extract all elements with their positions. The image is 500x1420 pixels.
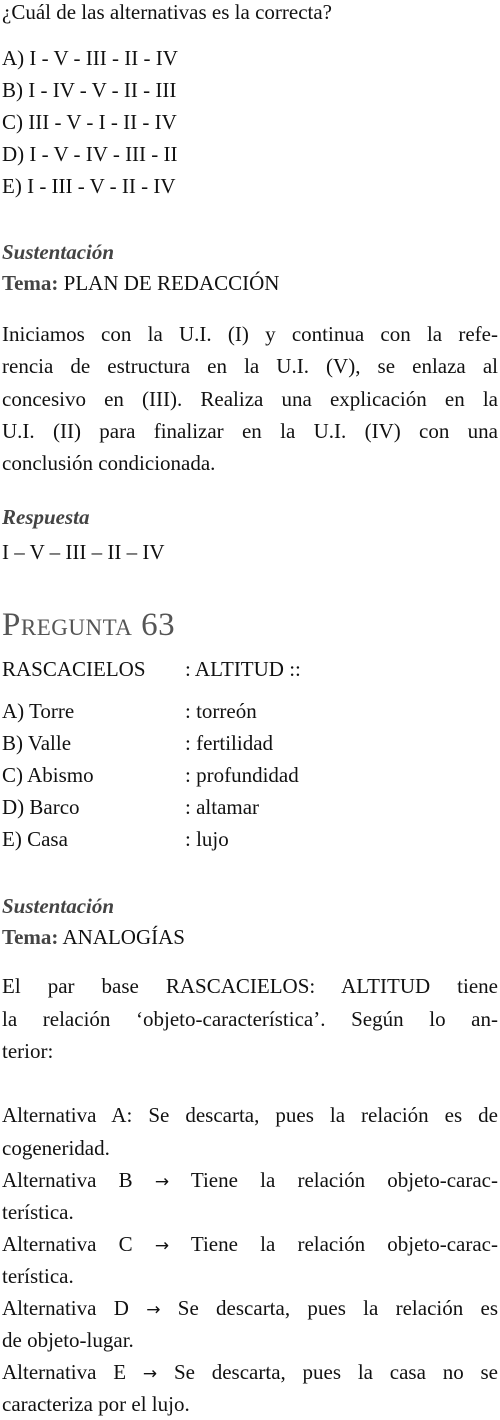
alternative-a-label: Alternativa A: xyxy=(2,1103,133,1127)
option-c: C) III - V - I - II - IV xyxy=(2,110,177,134)
option-e-left: E) Casa xyxy=(2,827,68,851)
base-pair-left: RASCACIELOS xyxy=(2,657,146,681)
question-title: Pregunta 63 xyxy=(2,607,176,643)
tema-value: PLAN DE REDACCIÓN xyxy=(63,271,280,295)
option-b: B) I - IV - V - II - III xyxy=(2,78,177,102)
right-arrow-icon: → xyxy=(146,1300,161,1320)
alternative-a-continuation: cogeneridad. xyxy=(2,1136,110,1160)
option-d: D) I - V - IV - III - II xyxy=(2,142,178,166)
base-pair-right: : ALTITUD :: xyxy=(185,657,301,681)
alternative-c-text: Tiene la relación objeto-carac- xyxy=(190,1232,498,1256)
alternative-e-line xyxy=(2,1362,498,1383)
option-b-right: : fertilidad xyxy=(185,731,274,755)
option-d-right: : altamar xyxy=(185,795,260,819)
alternative-b-label: Alternativa B xyxy=(2,1168,133,1192)
alternative-c-label: Alternativa C xyxy=(2,1232,133,1256)
tema-line xyxy=(2,927,185,948)
right-arrow-icon: → xyxy=(142,1364,158,1384)
option-e: E) I - III - V - II - IV xyxy=(2,174,176,198)
option-a-right: : torreón xyxy=(185,699,257,723)
alternative-b-text: Tiene la relación objeto-carac- xyxy=(190,1168,498,1192)
intro-line: terior: xyxy=(2,1039,54,1063)
alternative-c-line xyxy=(2,1234,498,1255)
tema-label: Tema: xyxy=(2,925,59,949)
alternative-e-continuation: caracteriza por el lujo. xyxy=(2,1392,190,1416)
question-prompt: ¿Cuál de las alternativas es la correcta? xyxy=(2,0,332,24)
option-c-left: C) Abismo xyxy=(2,763,94,787)
sustentacion-heading: Sustentación xyxy=(2,894,115,918)
alternative-d-text: Se descarta, pues la relación es xyxy=(177,1296,499,1320)
explanation-line: rencia de estructura en la U.I. (V), se enlaza al xyxy=(2,354,498,378)
alternative-e-label: Alternativa E xyxy=(2,1360,127,1384)
alternative-d-continuation: de objeto-lugar. xyxy=(2,1328,134,1352)
tema-value: ANALOGÍAS xyxy=(62,925,185,949)
option-a-left: A) Torre xyxy=(2,699,75,723)
explanation-line: Iniciamos con la U.I. (I) y continua con la refe- xyxy=(2,322,498,346)
option-c-right: : profundidad xyxy=(185,763,299,787)
alternative-b-continuation: terística. xyxy=(2,1200,74,1224)
option-a: A) I - V - III - II - IV xyxy=(2,46,178,70)
alternative-a-text: Se descarta, pues la relación es de xyxy=(148,1103,498,1127)
alternative-d-line xyxy=(2,1298,498,1319)
alternative-b-line xyxy=(2,1170,498,1191)
tema-label: Tema: xyxy=(2,271,59,295)
explanation-line: U.I. (II) para finalizar en la U.I. (IV) con una xyxy=(2,419,498,443)
alternative-e-text: Se descarta, pues la casa no se xyxy=(173,1360,499,1384)
alternative-d-label: Alternativa D xyxy=(2,1296,129,1320)
respuesta-value: I – V – III – II – IV xyxy=(2,540,165,564)
intro-line: El par base RASCACIELOS: ALTITUD tiene xyxy=(2,974,498,998)
explanation-line: conclusión condicionada. xyxy=(2,451,216,475)
option-e-right: : lujo xyxy=(185,827,229,851)
option-d-left: D) Barco xyxy=(2,795,80,819)
alternative-a-line xyxy=(2,1105,498,1126)
right-arrow-icon: → xyxy=(154,1236,170,1256)
option-b-left: B) Valle xyxy=(2,731,72,755)
tema-line xyxy=(2,273,279,294)
alternative-c-continuation: terística. xyxy=(2,1264,74,1288)
intro-line: la relación ‘objeto-característica’. Según lo an- xyxy=(2,1007,498,1031)
respuesta-heading: Respuesta xyxy=(2,505,90,529)
right-arrow-icon: → xyxy=(154,1172,170,1192)
explanation-line: concesivo en (III). Realiza una explicación en la xyxy=(2,387,498,411)
sustentacion-heading: Sustentación xyxy=(2,240,115,264)
